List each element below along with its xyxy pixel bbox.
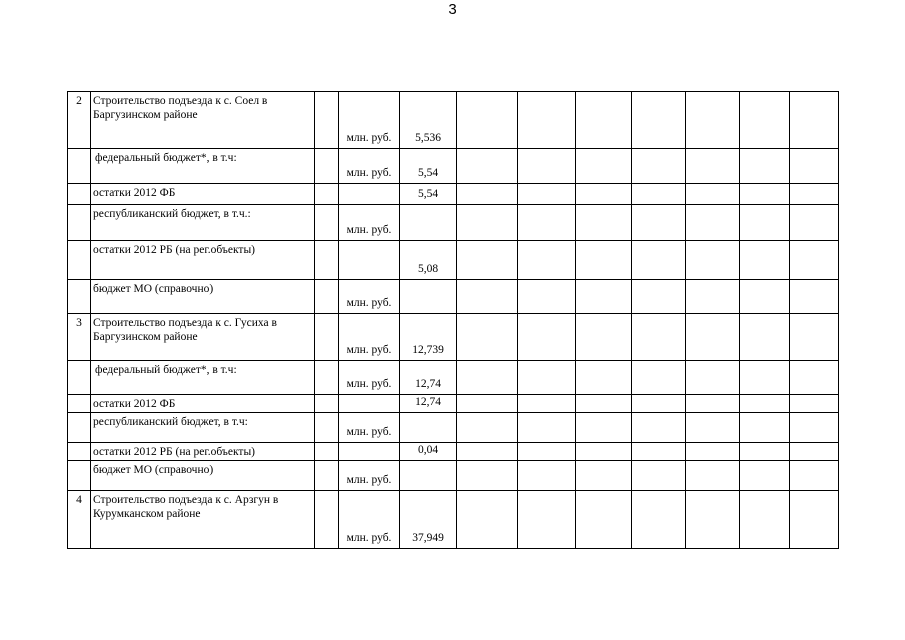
row-unit	[339, 241, 400, 280]
empty-cell	[686, 314, 740, 361]
empty-cell	[315, 413, 339, 443]
empty-cell	[632, 491, 686, 549]
row-unit: млн. руб.	[339, 92, 400, 149]
row-unit: млн. руб.	[339, 149, 400, 184]
empty-cell	[740, 184, 790, 205]
row-number	[68, 443, 91, 461]
empty-cell	[315, 395, 339, 413]
empty-cell	[518, 205, 576, 241]
empty-cell	[686, 280, 740, 314]
empty-cell	[740, 361, 790, 395]
empty-cell	[686, 361, 740, 395]
row-unit: млн. руб.	[339, 314, 400, 361]
empty-cell	[576, 280, 632, 314]
empty-cell	[632, 443, 686, 461]
empty-cell	[740, 92, 790, 149]
row-unit: млн. руб.	[339, 491, 400, 549]
row-value: 5,54	[400, 149, 457, 184]
empty-cell	[315, 491, 339, 549]
empty-cell	[790, 205, 839, 241]
empty-cell	[632, 361, 686, 395]
empty-cell	[632, 184, 686, 205]
empty-cell	[740, 443, 790, 461]
table-row	[68, 92, 839, 149]
empty-cell	[632, 314, 686, 361]
budget-table	[67, 91, 839, 549]
row-value: 12,74	[400, 361, 457, 395]
table-row	[68, 395, 839, 413]
empty-cell	[315, 241, 339, 280]
empty-cell	[790, 395, 839, 413]
empty-cell	[315, 361, 339, 395]
empty-cell	[576, 314, 632, 361]
row-description: Строительство подъезда к с. Соел в Баргузинском районе	[91, 92, 315, 149]
empty-cell	[457, 149, 518, 184]
row-unit	[339, 443, 400, 461]
empty-cell	[518, 92, 576, 149]
empty-cell	[315, 314, 339, 361]
row-unit	[339, 184, 400, 205]
row-value: 12,74	[400, 395, 457, 413]
empty-cell	[686, 92, 740, 149]
table-row	[68, 314, 839, 361]
empty-cell	[632, 280, 686, 314]
row-number	[68, 395, 91, 413]
empty-cell	[518, 241, 576, 280]
empty-cell	[315, 461, 339, 491]
empty-cell	[315, 149, 339, 184]
empty-cell	[576, 361, 632, 395]
page-number: 3	[448, 1, 457, 18]
empty-cell	[457, 361, 518, 395]
empty-cell	[686, 395, 740, 413]
empty-cell	[790, 361, 839, 395]
empty-cell	[457, 491, 518, 549]
empty-cell	[576, 413, 632, 443]
table-row	[68, 149, 839, 184]
empty-cell	[790, 149, 839, 184]
table-row	[68, 205, 839, 241]
empty-cell	[632, 395, 686, 413]
empty-cell	[457, 413, 518, 443]
row-value: 5,08	[400, 241, 457, 280]
row-number	[68, 241, 91, 280]
row-description: остатки 2012 РБ (на рег.объекты)	[91, 241, 315, 280]
empty-cell	[632, 149, 686, 184]
empty-cell	[315, 205, 339, 241]
empty-cell	[518, 461, 576, 491]
row-description: бюджет МО (справочно)	[91, 280, 315, 314]
empty-cell	[740, 461, 790, 491]
row-number: 3	[68, 314, 91, 361]
empty-cell	[686, 461, 740, 491]
empty-cell	[632, 413, 686, 443]
empty-cell	[518, 361, 576, 395]
empty-cell	[740, 314, 790, 361]
empty-cell	[518, 395, 576, 413]
empty-cell	[686, 241, 740, 280]
empty-cell	[576, 205, 632, 241]
empty-cell	[790, 443, 839, 461]
row-number	[68, 361, 91, 395]
row-value	[400, 461, 457, 491]
empty-cell	[686, 491, 740, 549]
row-description: Строительство подъезда к с. Гусиха в Баргузинском районе	[91, 314, 315, 361]
empty-cell	[457, 395, 518, 413]
row-description: федеральный бюджет*, в т.ч:	[91, 361, 315, 395]
empty-cell	[576, 241, 632, 280]
row-value: 5,54	[400, 184, 457, 205]
row-unit: млн. руб.	[339, 205, 400, 241]
row-number	[68, 149, 91, 184]
row-value: 12,739	[400, 314, 457, 361]
empty-cell	[740, 241, 790, 280]
row-value: 37,949	[400, 491, 457, 549]
empty-cell	[632, 241, 686, 280]
empty-cell	[457, 241, 518, 280]
empty-cell	[790, 314, 839, 361]
row-number	[68, 413, 91, 443]
empty-cell	[457, 92, 518, 149]
row-unit: млн. руб.	[339, 413, 400, 443]
row-value: 5,536	[400, 92, 457, 149]
row-number	[68, 184, 91, 205]
empty-cell	[686, 184, 740, 205]
row-unit	[339, 395, 400, 413]
empty-cell	[790, 413, 839, 443]
row-number	[68, 280, 91, 314]
empty-cell	[740, 149, 790, 184]
empty-cell	[740, 280, 790, 314]
empty-cell	[457, 184, 518, 205]
table-row	[68, 413, 839, 443]
table-row	[68, 184, 839, 205]
empty-cell	[457, 280, 518, 314]
empty-cell	[632, 205, 686, 241]
empty-cell	[686, 413, 740, 443]
empty-cell	[457, 205, 518, 241]
row-description: федеральный бюджет*, в т.ч:	[91, 149, 315, 184]
empty-cell	[790, 241, 839, 280]
empty-cell	[576, 92, 632, 149]
empty-cell	[457, 461, 518, 491]
empty-cell	[790, 184, 839, 205]
empty-cell	[315, 184, 339, 205]
empty-cell	[790, 461, 839, 491]
empty-cell	[740, 491, 790, 549]
table-row	[68, 361, 839, 395]
empty-cell	[632, 92, 686, 149]
row-description: республиканский бюджет, в т.ч:	[91, 413, 315, 443]
empty-cell	[457, 314, 518, 361]
empty-cell	[790, 280, 839, 314]
row-number	[68, 205, 91, 241]
table-row	[68, 443, 839, 461]
empty-cell	[576, 443, 632, 461]
empty-cell	[686, 149, 740, 184]
row-value	[400, 413, 457, 443]
empty-cell	[576, 491, 632, 549]
row-description: республиканский бюджет, в т.ч.:	[91, 205, 315, 241]
empty-cell	[457, 443, 518, 461]
empty-cell	[686, 205, 740, 241]
empty-cell	[790, 491, 839, 549]
row-description: бюджет МО (справочно)	[91, 461, 315, 491]
empty-cell	[686, 443, 740, 461]
empty-cell	[518, 491, 576, 549]
empty-cell	[518, 314, 576, 361]
empty-cell	[632, 461, 686, 491]
empty-cell	[576, 461, 632, 491]
empty-cell	[315, 280, 339, 314]
empty-cell	[518, 149, 576, 184]
row-number: 4	[68, 491, 91, 549]
empty-cell	[518, 413, 576, 443]
row-number: 2	[68, 92, 91, 149]
row-value	[400, 280, 457, 314]
row-description: остатки 2012 РБ (на рег.объекты)	[91, 443, 315, 461]
row-unit: млн. руб.	[339, 361, 400, 395]
empty-cell	[518, 184, 576, 205]
table-row	[68, 280, 839, 314]
empty-cell	[740, 413, 790, 443]
row-number	[68, 461, 91, 491]
row-description: Строительство подъезда к с. Арзгун в Курумканском районе	[91, 491, 315, 549]
empty-cell	[576, 184, 632, 205]
row-unit: млн. руб.	[339, 461, 400, 491]
table-row	[68, 241, 839, 280]
empty-cell	[518, 443, 576, 461]
table-row	[68, 491, 839, 549]
empty-cell	[790, 92, 839, 149]
table-row	[68, 461, 839, 491]
empty-cell	[740, 395, 790, 413]
empty-cell	[518, 280, 576, 314]
row-unit: млн. руб.	[339, 280, 400, 314]
row-value	[400, 205, 457, 241]
row-description: остатки 2012 ФБ	[91, 395, 315, 413]
empty-cell	[315, 443, 339, 461]
empty-cell	[576, 395, 632, 413]
empty-cell	[740, 205, 790, 241]
row-description: остатки 2012 ФБ	[91, 184, 315, 205]
row-value: 0,04	[400, 443, 457, 461]
empty-cell	[576, 149, 632, 184]
empty-cell	[315, 92, 339, 149]
